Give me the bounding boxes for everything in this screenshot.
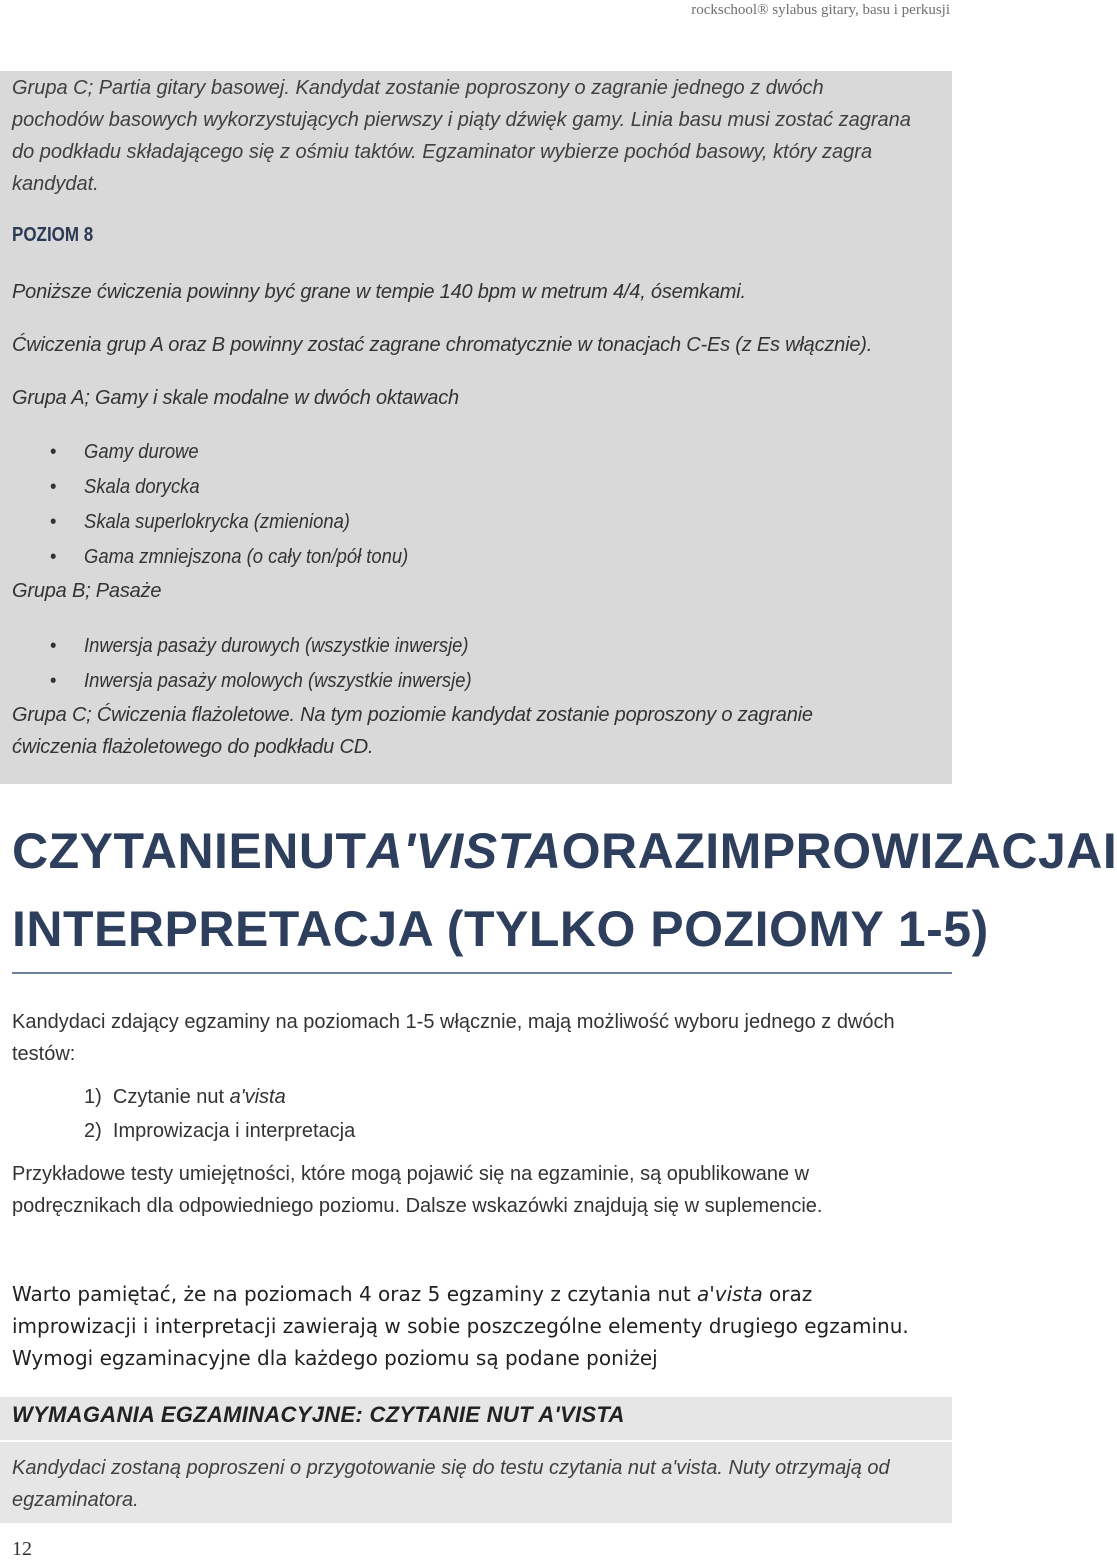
requirements-title: WYMAGANIA EGZAMINACYJNE: CZYTANIE NUT A'VISTA (12, 1402, 625, 1427)
list-item: • Skala superlokrycka (zmieniona) (50, 505, 408, 540)
list-item: • Gama zmniejszona (o cały ton/pół tonu) (50, 540, 408, 575)
level-heading: POZIOM 8 (12, 224, 94, 246)
group-c-harmonics-line-1: Grupa C; Ćwiczenia flażoletowe. Na tym poziomie kandydat zostanie poproszony o zagranie (12, 704, 813, 726)
option-number: 1) (84, 1086, 102, 1108)
list-item (84, 1114, 355, 1148)
page-number: 12 (12, 1538, 32, 1560)
note-text: oraz improwizacji i interpretacji zawierają w sobie poszczególne elementy drugiego egzaminu. Wymogi egzaminacyjne dla każdego poziomu są podane poniżej (12, 1282, 909, 1370)
running-header: rockschool® sylabus gitary, basu i perkusji (691, 2, 950, 18)
title-word: NUT (262, 823, 367, 879)
title-word: IMPROWIZACJA (705, 823, 1103, 879)
title-word-italic: A'VISTA (366, 823, 562, 879)
requirements-text: Kandydaci zostaną poproszeni o przygotowanie się do testu czytania nut a'vista. Nuty otrzymają od egzaminatora. (12, 1457, 890, 1511)
section-title-line-2 (12, 890, 989, 968)
note-text: Warto pamiętać, że na poziomach 4 oraz 5 egzaminy z czytania nut (12, 1282, 698, 1306)
note-italic: a'vista (697, 1282, 763, 1306)
group-c-bass-line-4: kandydat. (12, 173, 99, 195)
title-divider (12, 972, 952, 974)
list-item: • Inwersja pasaży durowych (wszystkie inwersje) (50, 629, 472, 664)
option-text: Improwizacja i interpretacja (112, 1120, 356, 1142)
group-a-list (50, 435, 439, 575)
list-item (84, 1080, 355, 1114)
option-italic: a'vista (229, 1086, 286, 1108)
section-title (12, 812, 1117, 968)
tempo-note: Poniższe ćwiczenia powinny być grane w tempie 140 bpm w metrum 4/4, ósemkami. (12, 281, 746, 303)
group-c-bass-line-1: Grupa C; Partia gitary basowej. Kandydat zostanie poproszony o zagranie jednego z dwóch (12, 77, 824, 99)
list-item: • Inwersja pasaży molowych (wszystkie inwersje) (50, 664, 472, 699)
note-paragraph (12, 1278, 942, 1374)
title-line-2-text: INTERPRETACJA (TYLKO POZIOMY 1-5) (12, 901, 989, 957)
test-options-list (84, 1080, 355, 1148)
list-item: • Gamy durowe (50, 435, 408, 470)
requirements-divider (0, 1440, 952, 1442)
list-item: • Skala dorycka (50, 470, 408, 505)
group-c-bass-line-2: pochodów basowych wykorzystujących pierwszy i piąty dźwięk gamy. Linia basu musi zostać zagrana (12, 109, 911, 131)
section-title-line-1 (12, 812, 1117, 890)
group-b-list (50, 629, 508, 699)
group-c-harmonics-line-2: ćwiczenia flażoletowego do podkładu CD. (12, 736, 374, 758)
title-word: CZYTANIE (12, 823, 263, 879)
option-number: 2) (84, 1120, 102, 1142)
option-text: Czytanie nut (112, 1086, 230, 1108)
title-word: ORAZ (561, 823, 706, 879)
intro-paragraph: Kandydaci zdający egzaminy na poziomach 1-5 włącznie, mają możliwość wyboru jednego z dwóch testów: (12, 1011, 895, 1065)
group-b-title: Grupa B; Pasaże (12, 580, 162, 602)
group-a-title: Grupa A; Gamy i skale modalne w dwóch oktawach (12, 387, 459, 409)
title-word: I (1102, 823, 1117, 879)
group-c-bass-line-3: do podkładu składającego się z ośmiu taktów. Egzaminator wybierze pochód basowy, który zagra (12, 141, 873, 163)
examples-paragraph: Przykładowe testy umiejętności, które mogą pojawić się na egzaminie, są opublikowane w podręcznikach dla odpowiedniego poziomu. Dalsze wskazówki znajdują się w suplemencie. (12, 1163, 823, 1217)
chromatic-note: Ćwiczenia grup A oraz B powinny zostać zagrane chromatycznie w tonacjach C-Es (z Es włącznie). (12, 334, 873, 356)
